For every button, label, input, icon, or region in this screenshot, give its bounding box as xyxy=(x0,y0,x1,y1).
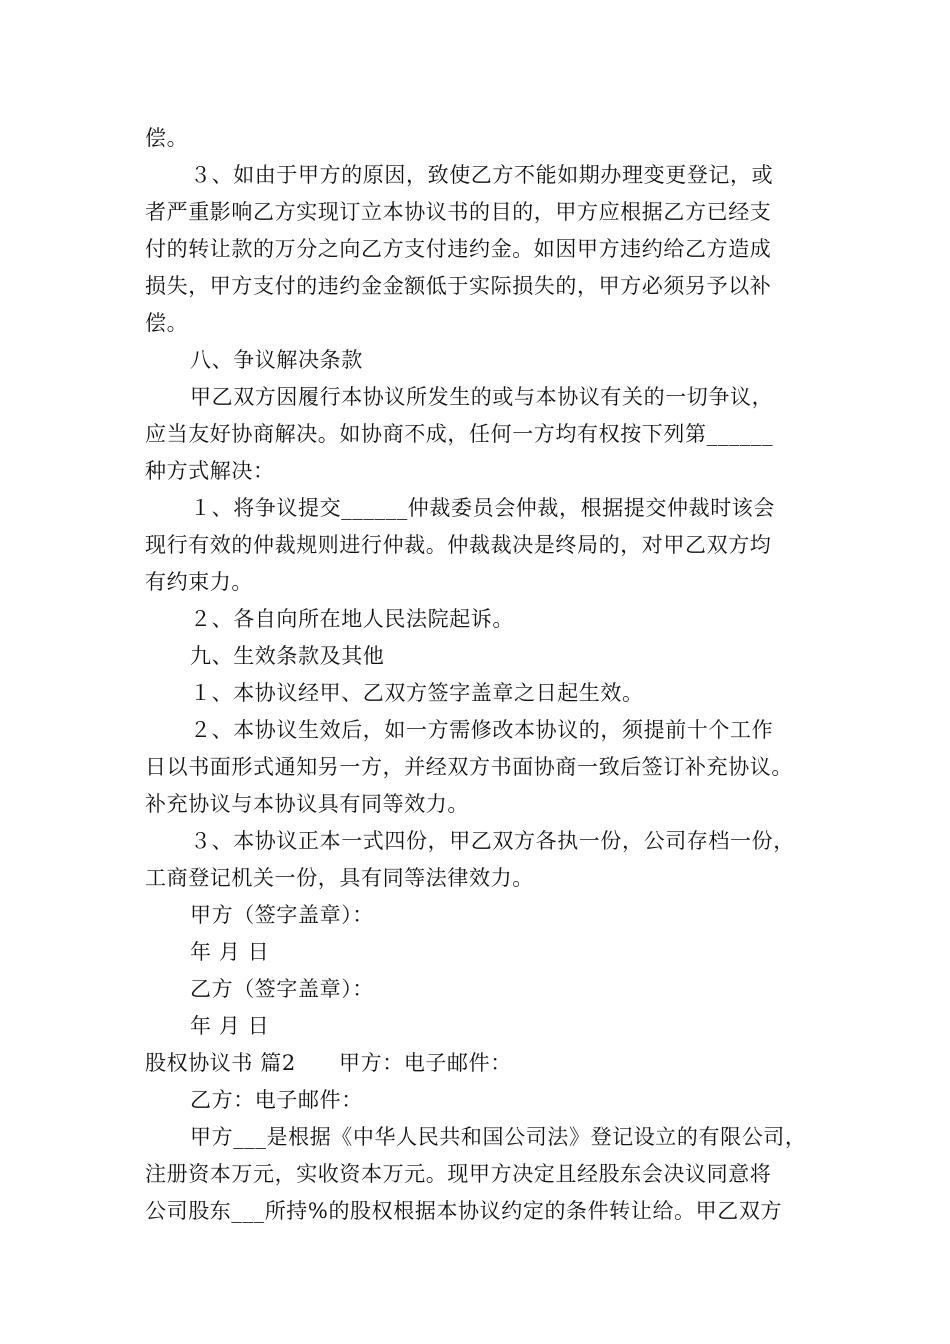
text-line: 偿。 xyxy=(145,126,189,150)
section-heading: 八、争议解决条款 xyxy=(190,348,363,372)
text-line: ２、各自向所在地人民法院起诉。 xyxy=(190,607,514,631)
text-line: ３、如由于甲方的原因，致使乙方不能如期办理变更登记，或 xyxy=(190,163,774,187)
text-line: 付的转让款的万分之向乙方支付违约金。如因甲方违约给乙方造成 xyxy=(145,237,772,261)
text-line: 乙方：电子邮件： xyxy=(190,1088,363,1112)
text-line: 有约束力。 xyxy=(145,570,253,594)
text-line: 偿。 xyxy=(145,311,189,335)
text-line: 者严重影响乙方实现订立本协议书的目的，甲方应根据乙方已经支 xyxy=(145,200,772,224)
text-line: 应当友好协商解决。如协商不成，任何一方均有权按下列第______ xyxy=(145,422,774,446)
text-line: 补充协议与本协议具有同等效力。 xyxy=(145,792,469,816)
text-line: １、将争议提交______仲裁委员会仲裁，根据提交仲裁时该会 xyxy=(190,496,775,520)
signature-party-a: 甲方（签字盖章）： xyxy=(190,903,374,927)
text-line: 日以书面形式通知另一方，并经双方书面协商一致后签订补充协议。 xyxy=(145,755,793,779)
section-heading: 九、生效条款及其他 xyxy=(190,644,385,668)
date-line: 年 月 日 xyxy=(190,940,270,964)
text-line: 甲乙双方因履行本协议所发生的或与本协议有关的一切争议， xyxy=(190,385,774,409)
text-line: 公司股东___所持%的股权根据本协议约定的条件转让给。甲乙双方 xyxy=(145,1199,783,1223)
text-line: 种方式解决： xyxy=(145,459,275,483)
text-line: ２、本协议生效后，如一方需修改本协议的，须提前十个工作 xyxy=(190,718,774,742)
signature-party-b: 乙方（签字盖章）： xyxy=(190,977,374,1001)
text-line: 股权协议书 篇2 甲方：电子邮件： xyxy=(145,1051,512,1075)
text-line: 损失，甲方支付的违约金金额低于实际损失的，甲方必须另予以补 xyxy=(145,274,772,298)
date-line: 年 月 日 xyxy=(190,1014,270,1038)
text-line: 现行有效的仲裁规则进行仲裁。仲裁裁决是终局的，对甲乙双方均 xyxy=(145,533,772,557)
text-line: 甲方___是根据《中华人民共和国公司法》登记设立的有限公司， xyxy=(190,1125,807,1149)
text-line: 注册资本万元，实收资本万元。现甲方决定且经股东会决议同意将 xyxy=(145,1162,772,1186)
text-line: ３、本协议正本一式四份，甲乙双方各执一份，公司存档一份， xyxy=(190,829,795,853)
text-line: 工商登记机关一份，具有同等法律效力。 xyxy=(145,866,534,890)
text-line: １、本协议经甲、乙双方签字盖章之日起生效。 xyxy=(190,681,644,705)
